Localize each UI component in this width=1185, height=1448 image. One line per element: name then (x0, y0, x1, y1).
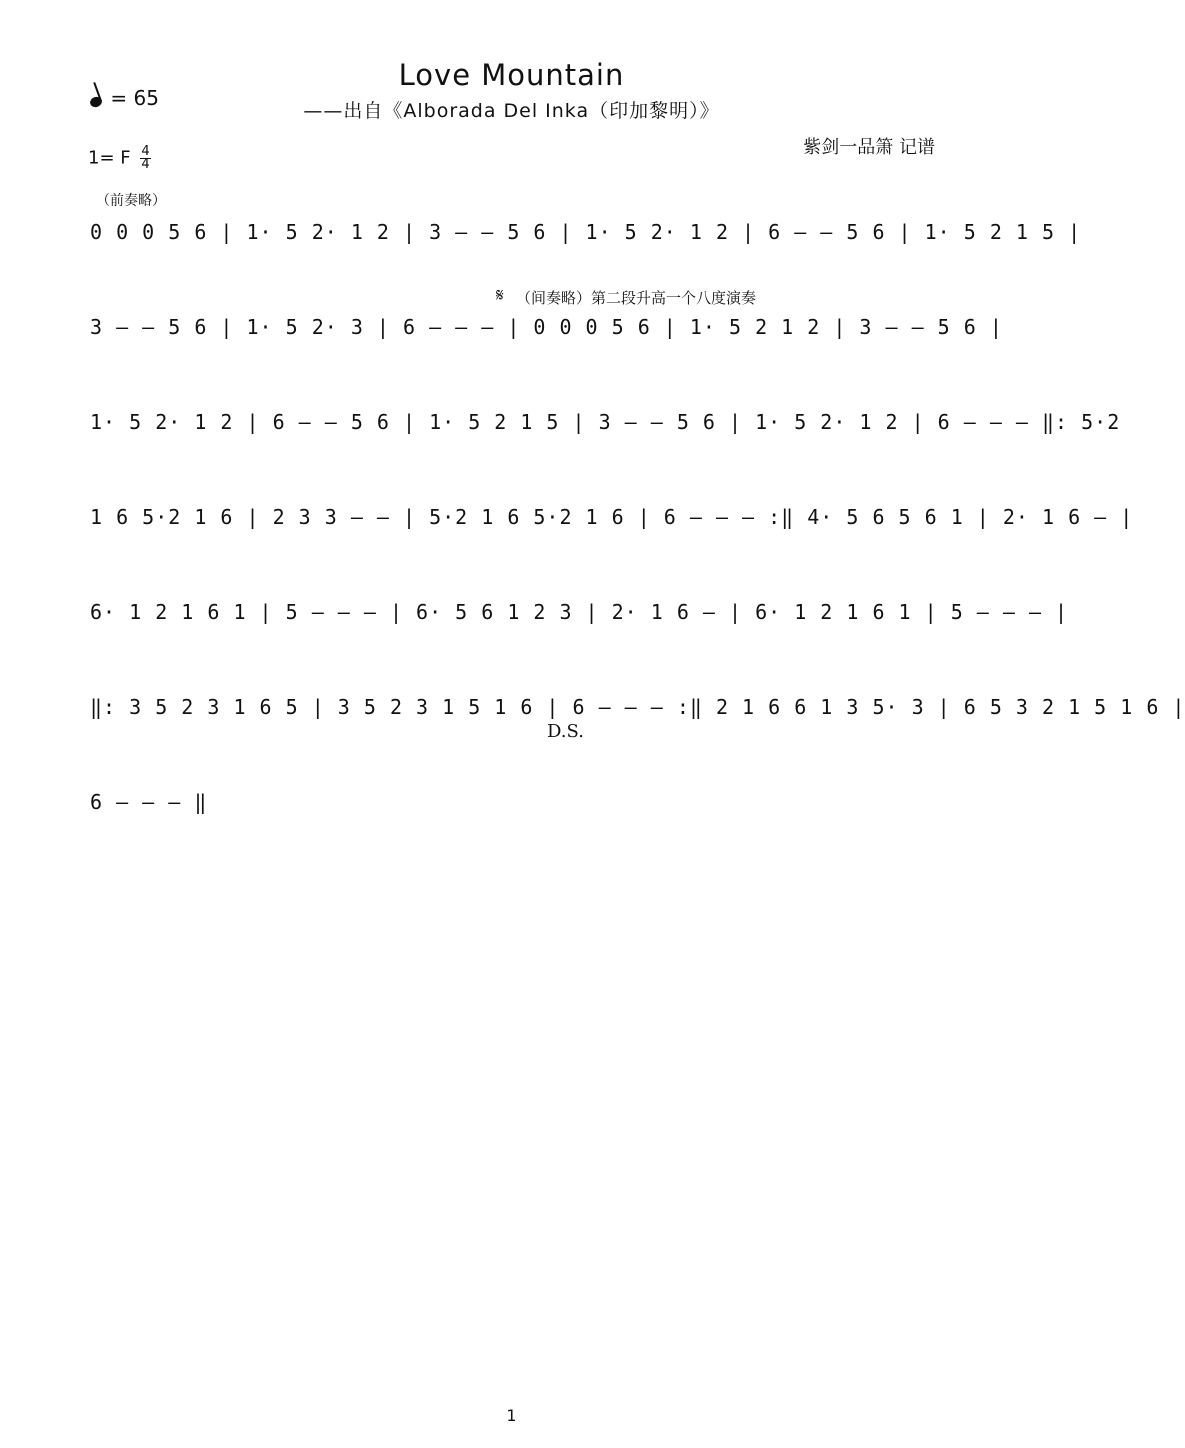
interlude-note: （间奏略）第二段升高一个八度演奏 (516, 289, 757, 307)
tempo-marking (90, 86, 159, 110)
score-line-6: ‖: 3 5 2 3 1 6 5 | 3 5 2 3 1 5 1 6 | 6 — — — :‖ 2 1 6 6 1 3 5· 3 | 6 5 3 2 1 5 1 6 | (90, 695, 1185, 719)
time-signature-bottom: 4 (141, 157, 150, 172)
transcriber-credit: 紫剑一品箫 记谱 (803, 137, 935, 158)
tempo-value: = 65 (110, 86, 159, 110)
dal-segno-mark: D.S. (547, 721, 584, 742)
key-signature (88, 146, 151, 171)
score-line-3: 1· 5 2· 1 2 | 6 — — 5 6 | 1· 5 2 1 5 | 3 — — 5 6 | 1· 5 2· 1 2 | 6 — — — ‖: 5·2 (90, 410, 1121, 434)
page-number: 1 (506, 1406, 517, 1425)
score-line-5: 6· 1 2 1 6 1 | 5 — — — | 6· 5 6 1 2 3 | 2· 1 6 — | 6· 1 2 1 6 1 | 5 — — — | (90, 600, 1069, 624)
score-line-1: 0 0 0 5 6 | 1· 5 2· 1 2 | 3 — — 5 6 | 1· 5 2· 1 2 | 6 — — 5 6 | 1· 5 2 1 5 | (90, 220, 1082, 244)
key-label: 1= F (88, 147, 131, 169)
time-signature (140, 146, 150, 171)
song-title: Love Mountain (398, 58, 625, 92)
score-line-7: 6 — — — ‖ (90, 790, 208, 814)
score-line-4: 1 6 5·2 1 6 | 2 3 3 — — | 5·2 1 6 5·2 1 6 | 6 — — — :‖ 4· 5 6 5 6 1 | 2· 1 6 — | (90, 505, 1134, 529)
segno-icon: 𝄋 (496, 285, 504, 306)
time-signature-top: 4 (141, 144, 150, 159)
intro-omitted-note: （前奏略） (96, 193, 166, 209)
score-line-2: 3 — — 5 6 | 1· 5 2· 3 | 6 — — — | 0 0 0 5 6 | 1· 5 2 1 2 | 3 — — 5 6 | (90, 315, 1003, 339)
song-subtitle: ——出自《Alborada Del Inka（印加黎明）》 (303, 100, 720, 122)
quarter-note-icon (89, 95, 104, 109)
